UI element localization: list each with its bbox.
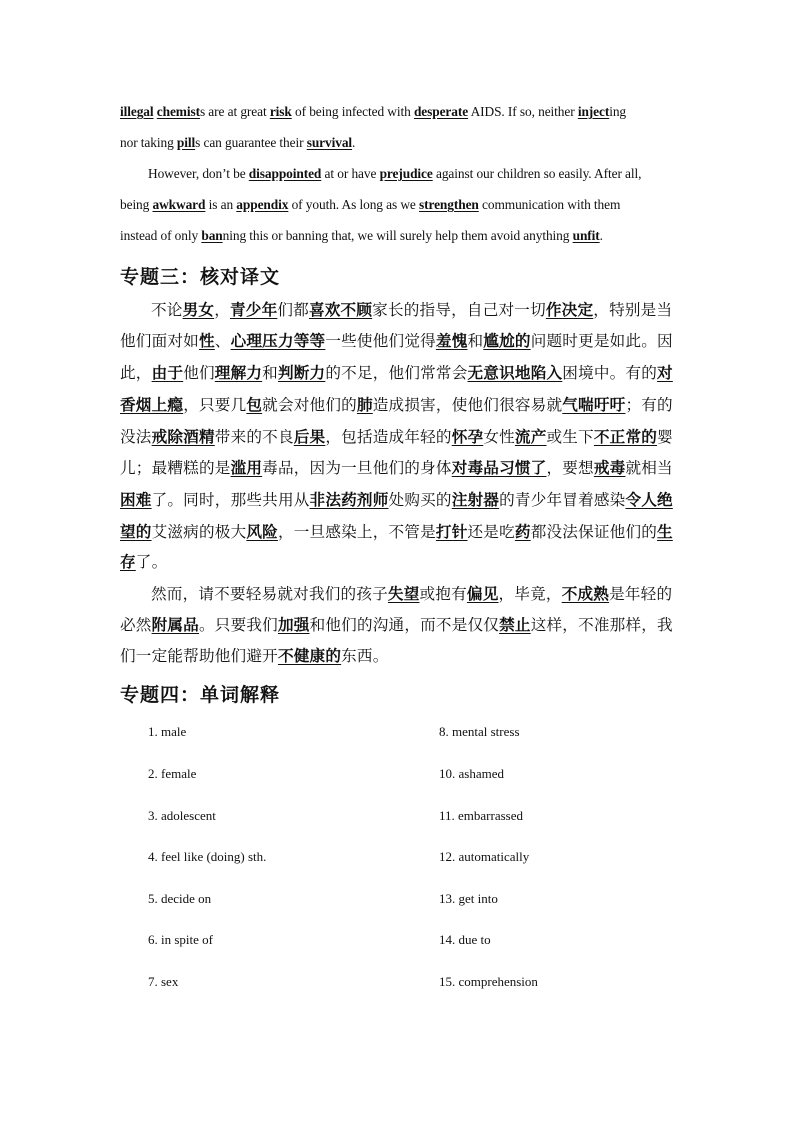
key-term: 偏见 [466, 585, 499, 603]
key-term: 戒毒 [593, 459, 626, 477]
key-term: illegal [120, 104, 154, 119]
text-run: 就会对他们的 [262, 396, 357, 414]
text-run: 和他们的沟通，而不是仅仅 [309, 616, 500, 634]
key-term: 心理压力等等 [230, 332, 326, 350]
text-run: of youth. As long as we [288, 197, 419, 212]
text-run: s are at great [199, 104, 270, 119]
chinese-translation-line [120, 613, 676, 635]
text-run: 家长的指导，自己对一切 [372, 301, 546, 319]
text-run: instead of only [120, 228, 202, 243]
text-run: ， [214, 301, 230, 319]
text-run: 毒品，因为一旦他们的身体 [262, 459, 452, 477]
chinese-translation-line [151, 582, 676, 604]
key-term: 由于 [151, 364, 184, 382]
key-term: ban [201, 228, 223, 243]
text-run: 的不足，他们常常会 [325, 364, 468, 382]
text-run: 然而，请不要轻易就对我们的孩子 [151, 585, 388, 603]
text-run: ning this or banning that, we will surely help them avoid anything [222, 228, 573, 243]
vocab-item: 4. feel like (doing) sth. [148, 849, 267, 864]
key-term: 滥用 [230, 459, 263, 477]
key-term: risk [269, 104, 292, 119]
key-term: 对 [657, 364, 673, 382]
section-4-title: 专题四：单词解释 [120, 684, 281, 706]
key-term: chemist [156, 104, 200, 119]
text-run: 一些使他们觉得 [325, 332, 436, 350]
vocab-item: 10. ashamed [439, 766, 504, 781]
key-term: 禁止 [499, 616, 531, 634]
text-run: 。只要我们 [198, 616, 278, 634]
text-run: ，要想 [546, 459, 594, 477]
key-term: 理解力 [214, 364, 263, 382]
key-term: 药 [514, 523, 531, 541]
key-term: 性 [198, 332, 215, 350]
key-term: awkward [152, 197, 206, 212]
key-term: 附属品 [151, 616, 199, 634]
key-term: 望的 [120, 523, 152, 541]
text-run: ，包括造成年轻的 [325, 428, 452, 446]
text-run: 的青少年冒着感染 [499, 491, 626, 509]
text-run: s can guarantee their [195, 135, 307, 150]
chinese-translation-line [120, 361, 676, 383]
chinese-translation-line [151, 298, 676, 320]
text-run: 是年轻的 [609, 585, 673, 603]
vocab-item: 3. adolescent [148, 808, 216, 823]
vocab-item: 5. decide on [148, 891, 212, 906]
vocab-item: 7. sex [148, 974, 179, 989]
text-run: 和 [467, 332, 484, 350]
section-3-title: 专题三：核对译文 [120, 266, 281, 288]
vocab-item: 11. embarrassed [439, 808, 523, 823]
text-run: ，只要几 [183, 396, 247, 414]
text-run: 们都 [277, 301, 309, 319]
key-term: 流产 [514, 428, 547, 446]
english-passage-line [148, 166, 676, 182]
chinese-translation-line [120, 644, 676, 666]
key-term: 肺 [356, 396, 373, 414]
key-term: unfit [572, 228, 600, 243]
text-run: is an [205, 197, 237, 212]
key-term: pill [176, 135, 196, 150]
text-run: against our children so easily. After all, [432, 166, 642, 181]
text-run: 造成损害，使他们很容易就 [372, 396, 563, 414]
text-run: 他们面对如 [120, 332, 199, 350]
key-term: 怀孕 [451, 428, 484, 446]
text-run: However, don’t be [148, 166, 249, 181]
text-run: of being infected with [291, 104, 414, 119]
key-term: 对毒品习惯了 [451, 459, 547, 477]
text-run: 或抱有 [419, 585, 467, 603]
vocab-item: 2. female [148, 766, 197, 781]
chinese-translation-line [120, 456, 676, 478]
key-term: 生 [657, 523, 673, 541]
key-term: 加强 [277, 616, 310, 634]
vocab-item: 1. male [148, 724, 187, 739]
key-term: 香烟上瘾 [120, 396, 184, 414]
key-term: 男女 [182, 301, 215, 319]
key-term: 不正常的 [593, 428, 658, 446]
text-run: 他们 [183, 364, 215, 382]
vocab-item: 13. get into [439, 891, 498, 906]
text-run: 问题时更是如此。因 [530, 332, 673, 350]
text-run: 、 [214, 332, 231, 350]
text-run: 必然 [120, 616, 152, 634]
key-term: desperate [413, 104, 469, 119]
text-run: 和 [262, 364, 278, 382]
text-run: 就相当 [625, 459, 673, 477]
key-term: 失望 [387, 585, 420, 603]
key-term: 打针 [435, 523, 468, 541]
chinese-translation-line [120, 393, 676, 415]
vocab-item: 6. in spite of [148, 932, 213, 947]
key-term: strengthen [419, 197, 479, 212]
text-run: 艾滋病的极大 [151, 523, 247, 541]
english-passage-line [120, 228, 676, 244]
key-term: 令人绝 [625, 491, 673, 509]
vocab-item: 14. due to [439, 932, 491, 947]
key-term: 风险 [246, 523, 278, 541]
key-term: 青少年 [229, 301, 278, 319]
chinese-translation-line [120, 550, 676, 572]
chinese-translation-line [120, 425, 676, 447]
text-run: 没法 [120, 428, 152, 446]
key-term: 戒除酒精 [151, 428, 215, 446]
key-term: 尴尬的 [483, 332, 531, 350]
english-passage-line [120, 135, 676, 151]
text-run: 们一定能帮助他们避开 [120, 647, 278, 665]
vocab-item: 12. automatically [439, 849, 530, 864]
text-run: 此， [120, 364, 152, 382]
key-term: 判断力 [277, 364, 326, 382]
english-passage-line [120, 104, 676, 120]
text-run: . [352, 135, 356, 150]
text-run: communication with them [478, 197, 621, 212]
text-run: 或生下 [546, 428, 594, 446]
text-run: being [120, 197, 153, 212]
text-run: 困境中。有的 [562, 364, 658, 382]
text-run: ，特别是当 [593, 301, 673, 319]
key-term: survival [306, 135, 353, 150]
english-passage-line [120, 197, 676, 213]
text-run: 处购买的 [388, 491, 452, 509]
text-run: ；有的 [625, 396, 673, 414]
key-term: 后果 [293, 428, 326, 446]
key-term: 存 [120, 553, 136, 571]
text-run: 这样，不准那样，我 [530, 616, 673, 634]
text-run: 还是吃 [467, 523, 515, 541]
text-run: 都没法保证他们的 [530, 523, 658, 541]
key-term: 注射器 [451, 491, 500, 509]
key-term: 作决定 [545, 301, 594, 319]
key-term: 无意识地陷入 [467, 364, 563, 382]
key-term: 不成熟 [561, 585, 610, 603]
text-run: ，一旦感染上，不管是 [277, 523, 436, 541]
text-run: 不论 [151, 301, 183, 319]
key-term: 包 [246, 396, 263, 414]
text-run: nor taking [120, 135, 177, 150]
text-run: 女性 [483, 428, 515, 446]
text-run: at or have [321, 166, 380, 181]
text-run: . [599, 228, 603, 243]
chinese-translation-line [120, 329, 676, 351]
text-run: ，毕竟， [498, 585, 562, 603]
text-run: 东西。 [341, 647, 389, 665]
text-run: 了。同时，那些共用从 [151, 491, 310, 509]
key-term: 气喘吁吁 [562, 396, 626, 414]
key-term: disappointed [248, 166, 322, 181]
text-run: 了。 [135, 553, 168, 571]
key-term: 困难 [120, 491, 152, 509]
text-run: 带来的不良 [214, 428, 294, 446]
vocab-item: 15. comprehension [439, 974, 538, 989]
chinese-translation-line [120, 488, 676, 510]
key-term: 喜欢不顾 [308, 301, 373, 319]
key-term: 非法药剂师 [309, 491, 389, 509]
key-term: 不健康的 [277, 647, 342, 665]
key-term: prejudice [379, 166, 433, 181]
key-term: appendix [236, 197, 289, 212]
vocab-item: 8. mental stress [439, 724, 520, 739]
text-run: ing [609, 104, 627, 119]
text-run: AIDS. If so, neither [468, 104, 578, 119]
text-run: 婴 [657, 428, 673, 446]
key-term: 羞愧 [435, 332, 468, 350]
key-term: inject [577, 104, 610, 119]
text-run: 儿；最糟糕的是 [120, 459, 231, 477]
chinese-translation-line [120, 520, 676, 542]
